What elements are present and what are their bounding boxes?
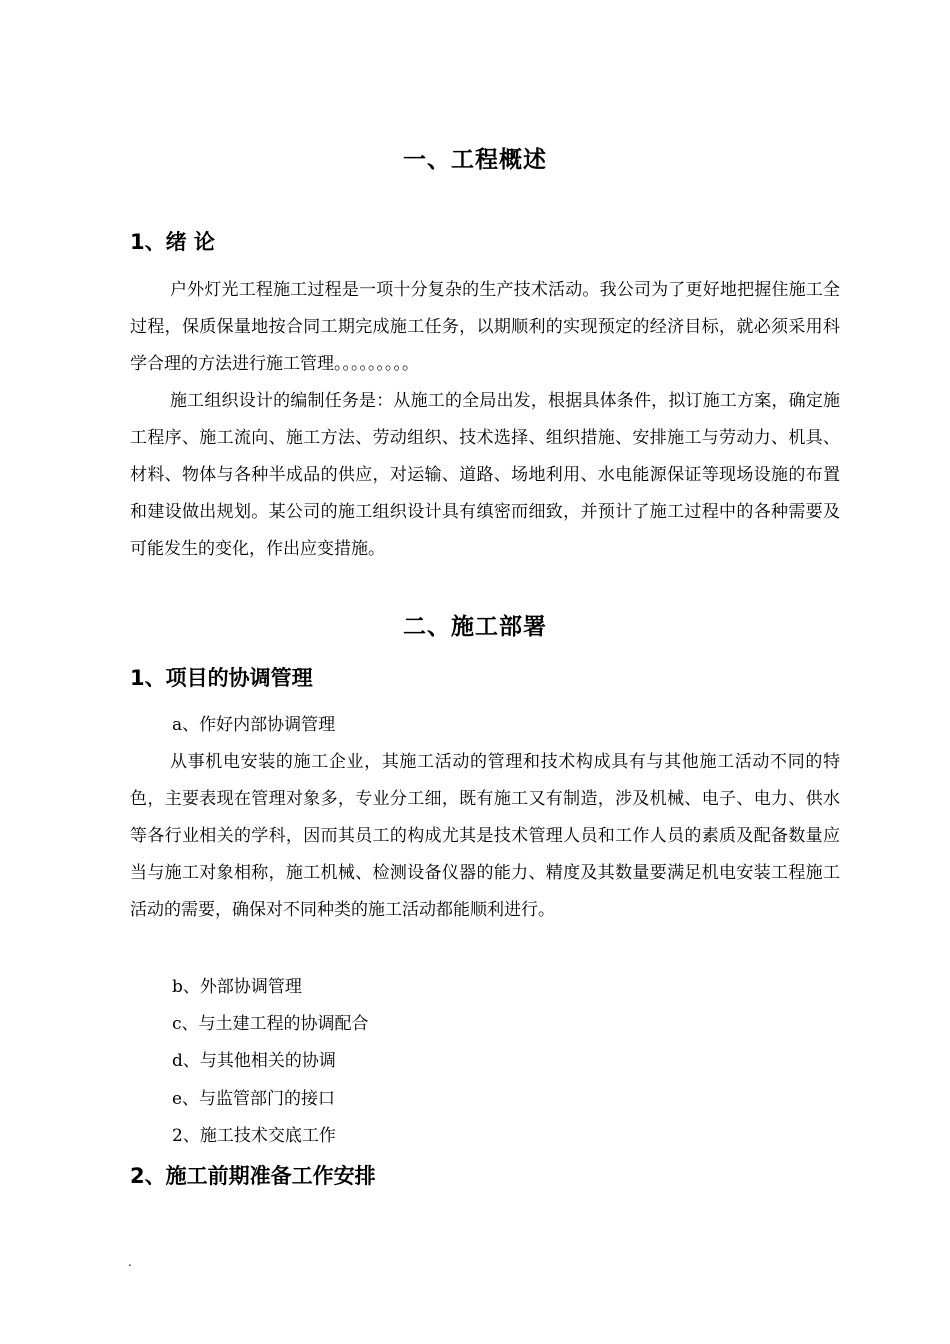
section-2-heading: 二、施工部署 (403, 614, 547, 640)
list-item-d: d、与其他相关的协调 (172, 1051, 336, 1071)
footer-mark: . (128, 1255, 132, 1269)
list-item-a: a、作好内部协调管理 (172, 715, 336, 735)
list-item-2: 2、施工技术交底工作 (172, 1126, 336, 1146)
coordination-paragraph: 从事机电安装的施工企业，其施工活动的管理和技术构成具有与其他施工活动不同的特色，主要表现在管理对象多，专业分工细，既有施工又有制造，涉及机械、电子、电力、供水等各行业相关的学科，因而其员工的构成尤其是技术管理人员和工作人员的素质及配备数量应当与施工对象相称，施工机械、检测设备仪器的能力、精度及其数量要满足机电安装工程施工活动的需要，确保对不同种类的施工活动都能顺利进行。 (130, 752, 840, 920)
subsection-coordination-heading: 1、项目的协调管理 (130, 666, 313, 690)
list-item-b: b、外部协调管理 (172, 977, 302, 997)
list-item-e: e、与监管部门的接口 (172, 1089, 336, 1109)
section-1-heading: 一、工程概述 (403, 147, 547, 173)
introduction-paragraph-2: 施工组织设计的编制任务是：从施工的全局出发，根据具体条件，拟订施工方案，确定施工程序、施工流向、施工方法、劳动组织、技术选择、组织措施、安排施工与劳动力、机具、材料、物体与各种半成品的供应，对运输、道路、场地利用、水电能源保证等现场设施的布置和建设做出规划。某公司的施工组织设计具有缜密而细致，并预计了施工过程中的各种需要及可能发生的变化，作出应变措施。 (130, 391, 840, 559)
list-item-c: c、与土建工程的协调配合 (172, 1014, 369, 1034)
subsection-preparation-heading: 2、施工前期准备工作安排 (130, 1164, 376, 1188)
introduction-paragraph-1: 户外灯光工程施工过程是一项十分复杂的生产技术活动。我公司为了更好地把握住施工全过程，保质保量地按合同工期完成施工任务，以期顺利的实现预定的经济目标，就必须采用科学合理的方法进行施工管理。。。。。。。。。 (130, 280, 840, 374)
subsection-introduction-heading: 1、绪 论 (130, 230, 215, 254)
